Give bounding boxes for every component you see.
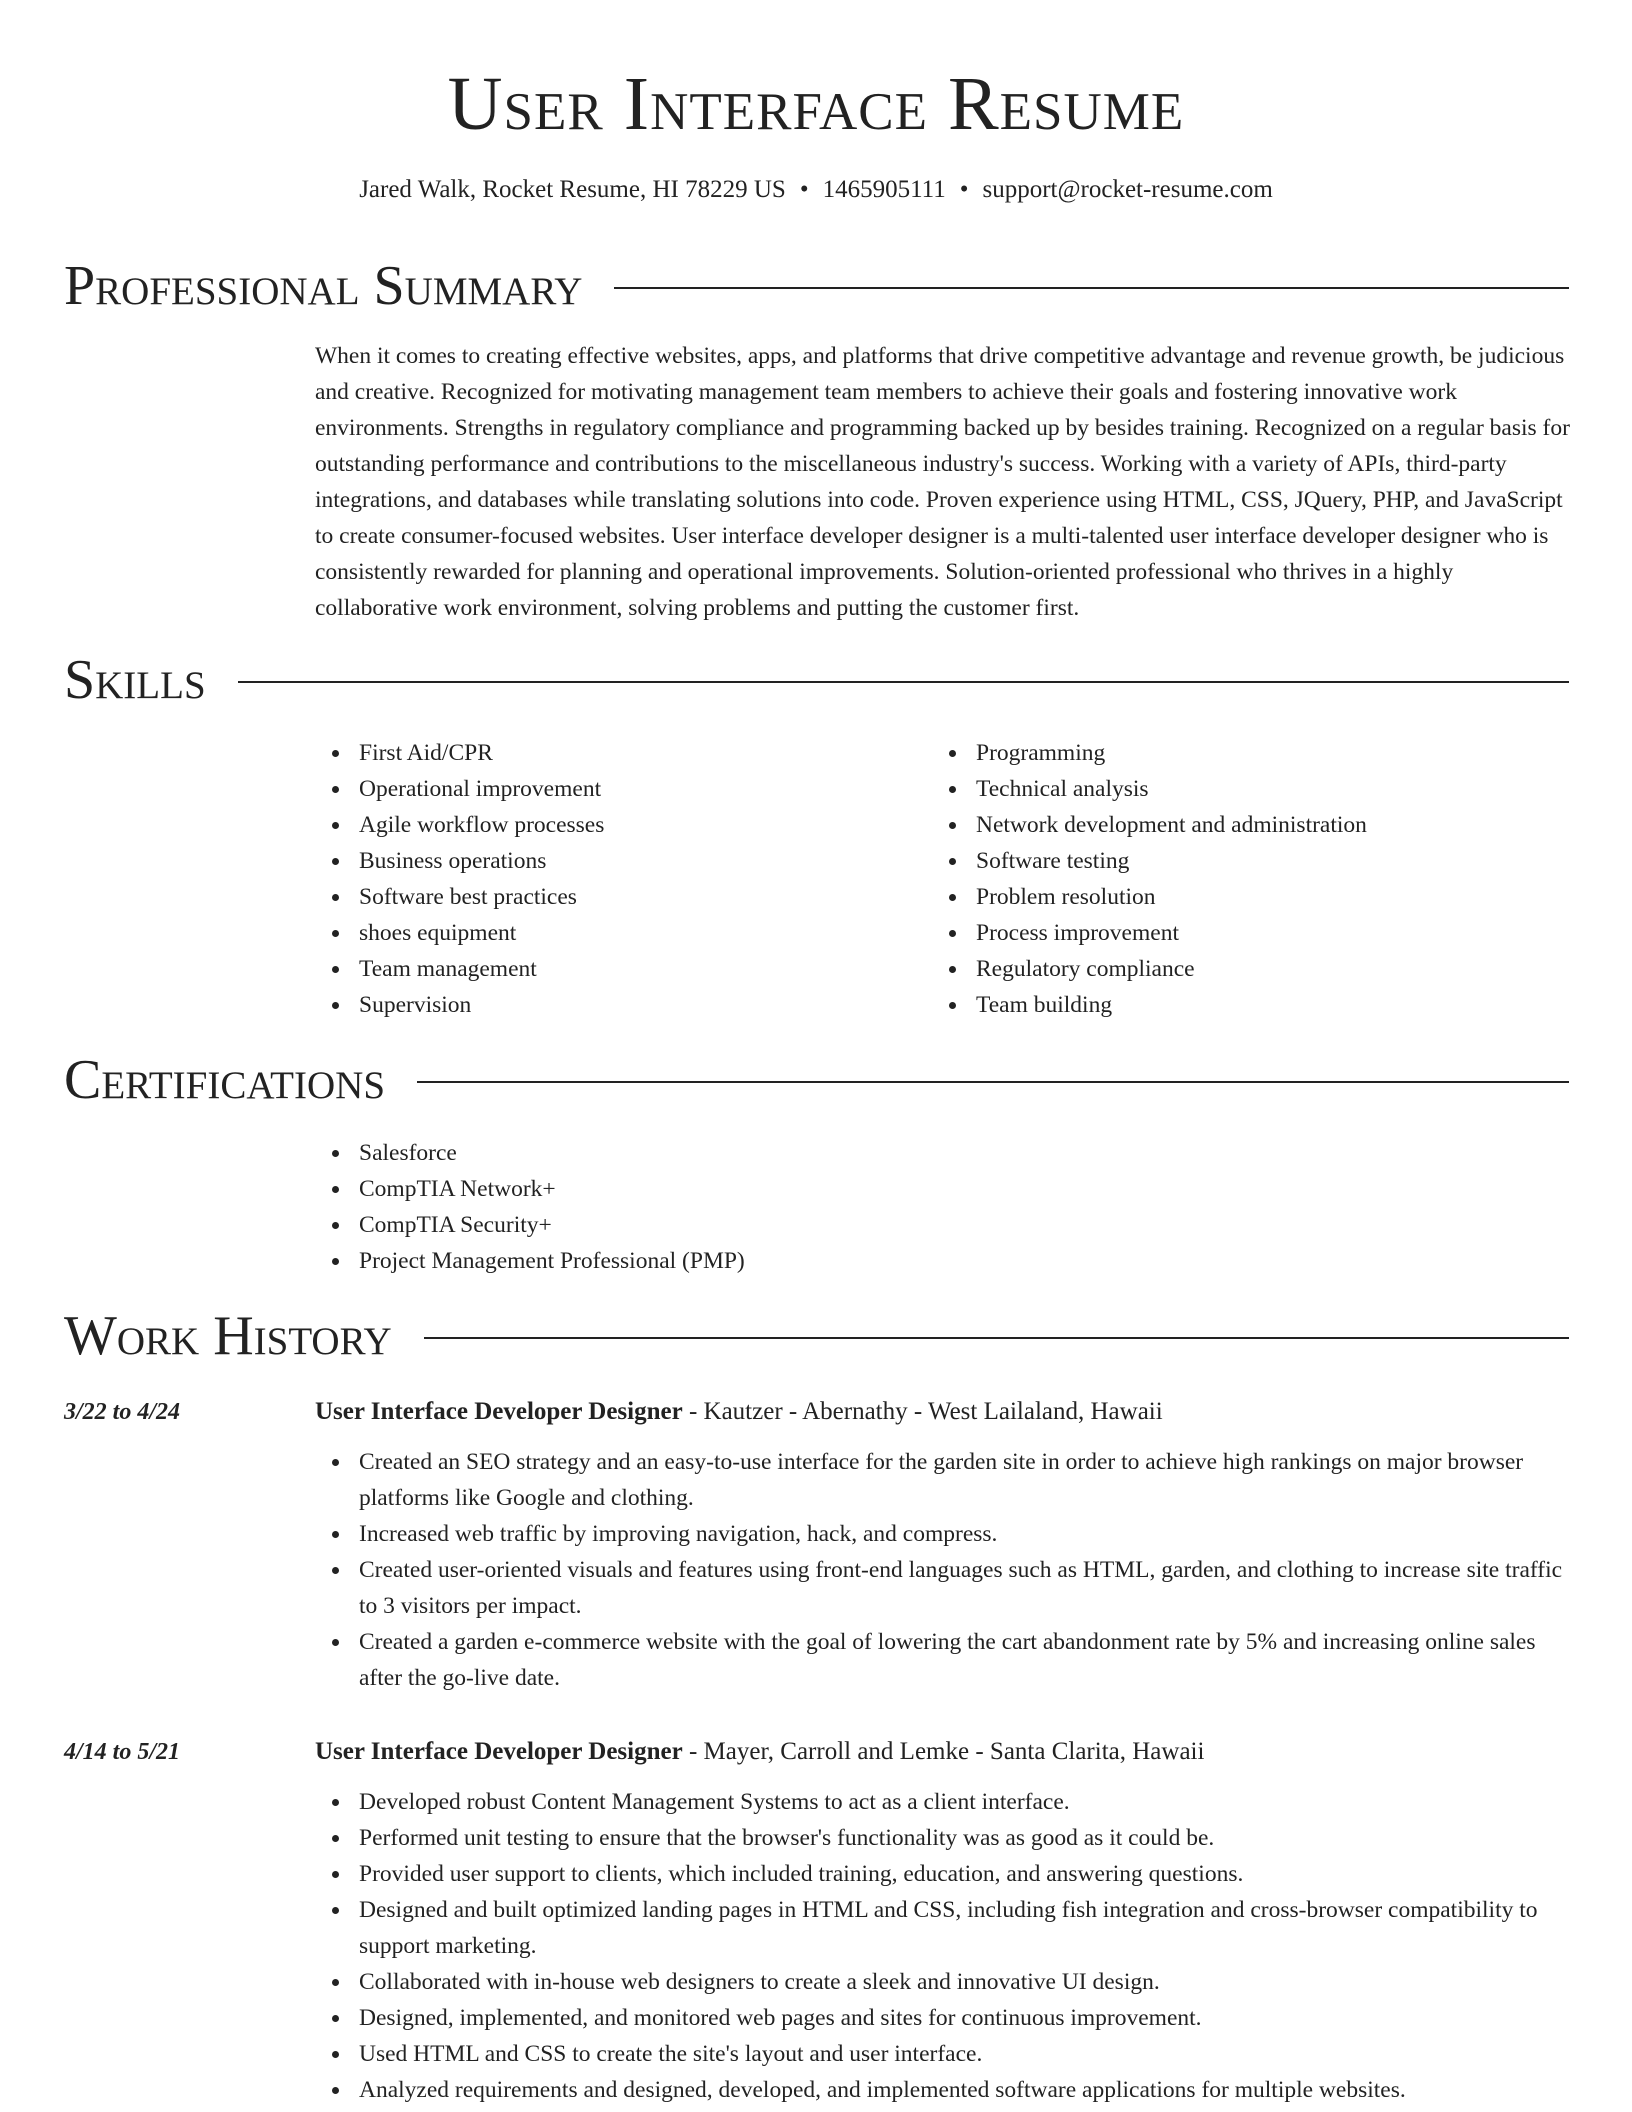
job-employer-location: - Kautzer - Abernathy - West Lailaland, Hawaii xyxy=(682,1398,1163,1425)
skill-item: Agile workflow processes xyxy=(315,807,875,843)
job-dates: 3/22 to 4/24 xyxy=(64,1399,181,1425)
skill-item: Operational improvement xyxy=(315,771,875,807)
skill-item: Network development and administration xyxy=(932,807,1572,843)
job-bullet: Created a garden e-commerce website with the goal of lowering the cart abandonment rate by 5% and increasing online sales after the go-live date. xyxy=(315,1624,1571,1696)
skill-item: Software best practices xyxy=(315,879,875,915)
skills-section-header xyxy=(64,650,1569,710)
resume-name: User Interface Resume xyxy=(447,62,1185,146)
skill-item: Team management xyxy=(315,951,875,987)
summary-section-title: Professional Summary xyxy=(64,255,583,317)
summary-text: When it comes to creating effective websites, apps, and platforms that drive competitive advantage and revenue growth, be judicious and creative. Recognized for motivating management team members to achieve their goals and fostering innovative work environments. Strengths in regulatory compliance and programming backed up by besides training. Recognized on a regular basis for outstanding performance and contributions to the miscellaneous industry's success. Working with a variety of APIs, third-party integrations, and databases while translating solutions into code. Proven experience using HTML, CSS, JQuery, PHP, and JavaScript to create consumer-focused websites. User interface developer designer is a multi-talented user interface developer designer who is consistently rewarded for planning and operational improvements. Solution-oriented professional who thrives in a highly collaborative work environment, solving problems and putting the customer first. xyxy=(315,343,1570,621)
job-dates: 4/14 to 5/21 xyxy=(64,1739,181,1765)
job-bullet: Created an SEO strategy and an easy-to-use interface for the garden site in order to achieve high rankings on major browser platforms like Google and clothing. xyxy=(315,1444,1571,1516)
job-bullet: Provided user support to clients, which included training, education, and answering questions. xyxy=(315,1856,1571,1892)
summary-section-header xyxy=(64,256,1569,316)
job-bullet: Analyzed requirements and designed, developed, and implemented software applications for multiple websites. xyxy=(315,2072,1571,2108)
skills-list-left xyxy=(315,735,875,1023)
job-bullet: Performed unit testing to ensure that the browser's functionality was as good as it could be. xyxy=(315,1820,1571,1856)
job-role: User Interface Developer Designer xyxy=(315,1738,683,1765)
job-employer-location: - Mayer, Carroll and Lemke - Santa Clarita, Hawaii xyxy=(682,1738,1205,1765)
job-bullet: Increased web traffic by improving navigation, hack, and compress. xyxy=(315,1516,1571,1552)
job-bullet: Collaborated with in-house web designers to create a sleek and innovative UI design. xyxy=(315,1964,1571,2000)
certification-item: CompTIA Security+ xyxy=(315,1207,1115,1243)
job-bullet: Developed robust Content Management Systems to act as a client interface. xyxy=(315,1784,1571,1820)
skill-item: Process improvement xyxy=(932,915,1572,951)
contact-line xyxy=(0,174,1632,206)
section-divider xyxy=(238,681,1569,683)
job-role: User Interface Developer Designer xyxy=(315,1398,683,1425)
certification-item: Project Management Professional (PMP) xyxy=(315,1243,1115,1279)
job-heading xyxy=(315,1734,1571,1770)
skill-item: Problem resolution xyxy=(932,879,1572,915)
certification-item: CompTIA Network+ xyxy=(315,1171,1115,1207)
contact-separator: • xyxy=(959,176,969,203)
contact-separator: • xyxy=(799,176,809,203)
skill-item: Regulatory compliance xyxy=(932,951,1572,987)
skill-item: First Aid/CPR xyxy=(315,735,875,771)
skill-item: Supervision xyxy=(315,987,875,1023)
skills-section-title: Skills xyxy=(64,649,206,711)
contact-address: Jared Walk, Rocket Resume, HI 78229 US xyxy=(359,176,786,203)
skill-item: shoes equipment xyxy=(315,915,875,951)
work-history-section-title: Work History xyxy=(64,1305,392,1367)
certifications-section-header xyxy=(64,1050,1569,1110)
certification-item: Salesforce xyxy=(315,1135,1115,1171)
skill-item: Team building xyxy=(932,987,1572,1023)
section-divider xyxy=(614,287,1569,289)
section-divider xyxy=(424,1337,1569,1339)
job-heading xyxy=(315,1394,1571,1430)
job-bullets xyxy=(315,1784,1571,2108)
section-divider xyxy=(417,1081,1569,1083)
contact-email: support@rocket-resume.com xyxy=(982,176,1273,203)
job-bullet: Designed and built optimized landing pages in HTML and CSS, including fish integration and cross-browser compatibility to support marketing. xyxy=(315,1892,1571,1964)
job-bullets xyxy=(315,1444,1571,1696)
skill-item: Programming xyxy=(932,735,1572,771)
skill-item: Business operations xyxy=(315,843,875,879)
skill-item: Technical analysis xyxy=(932,771,1572,807)
certifications-section-title: Certifications xyxy=(64,1049,386,1111)
skill-item: Software testing xyxy=(932,843,1572,879)
contact-phone: 1465905111 xyxy=(822,176,946,203)
skills-list-right xyxy=(932,735,1572,1023)
job-bullet: Used HTML and CSS to create the site's layout and user interface. xyxy=(315,2036,1571,2072)
work-history-section-header xyxy=(64,1306,1569,1366)
job-bullet: Created user-oriented visuals and features using front-end languages such as HTML, garden, and clothing to increase site traffic to 3 visitors per impact. xyxy=(315,1552,1571,1624)
job-bullet: Designed, implemented, and monitored web pages and sites for continuous improvement. xyxy=(315,2000,1571,2036)
certifications-list xyxy=(315,1135,1115,1279)
